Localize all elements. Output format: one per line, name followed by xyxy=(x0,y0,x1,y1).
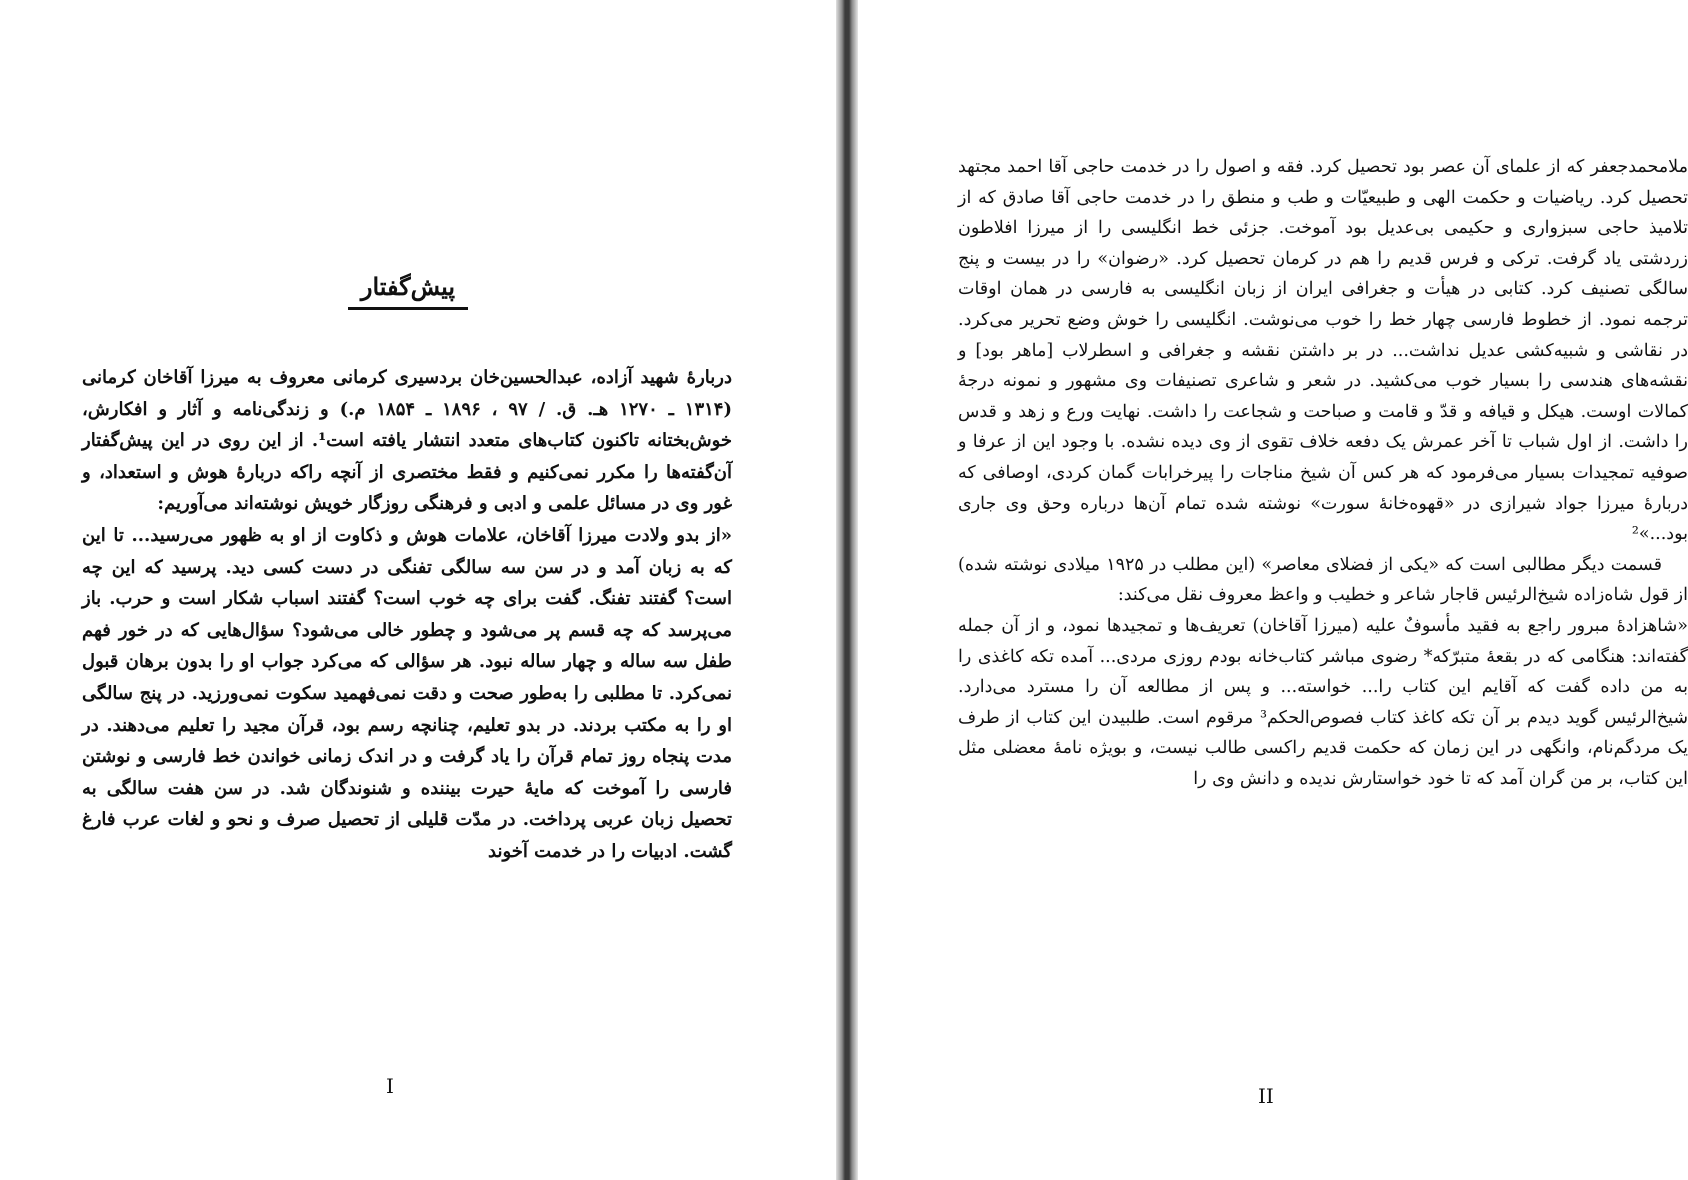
page-number: II xyxy=(1258,1084,1274,1108)
paragraph: دربارهٔ شهید آزاده، عبدالحسین‌خان بردسیری کرمانی معروف به میرزا آقاخان کرمانی (۱۳۱۴ ـ ۱۲۷۰ هـ. ق. / ۹۷ ، ۱۸۹۶ ـ ۱۸۵۴ م.) و زندگی‌نامه و آثار و افکارش، خوش‌بختانه تاکنون کتاب‌های متعدد انتشار یافته است¹. از این روی در این پیش‌گفتار آن‌گفته‌ها را مکرر نمی‌کنیم و فقط مختصری از آنچه راکه دربارهٔ هوش و استعداد، و غور وی در مسائل علمی و ادبی و فرهنگی روزگار خویش نوشته‌اند می‌آوریم: xyxy=(82,367,732,515)
paragraph: ملامحمدجعفر که از علمای آن عصر بود تحصیل کرد. فقه و اصول را در خدمت حاجی آقا احمد مجتهد تحصیل کرد. ریاضیات و حکمت الهی و طبیعیّات و طب و منطق را در خدمت حاجی آقا صادق که از تلامیذ حاجی سبزواری و حکیمی بی‌عدیل بود آموخت. جزئی خط انگلیسی را از میرزا افلاطون زردشتی یاد گرفت. ترکی و فرس قدیم را هم در کرمان تحصیل کرد. «رضوان» را در بیست و پنج سالگی تصنیف کرد. کتابی در هیأت و جغرافی ایران از زبان انگلیسی به فارسی در همان اوقات ترجمه نمود. از خطوط فارسی چهار خط را خوب می‌نوشت. انگلیسی را خوش وضع تحریر می‌کرد. در نقاشی و شبیه‌کشی عدیل نداشت... در بر داشتن نقشه و جغرافی و اسطرلاب [ماهر بود] و نقشه‌های هندسی را بسیار خوب می‌کشید. در شعر و شاعری تصنیفات وی مشهور و نمونه درجهٔ کمالات اوست. هیکل و قیافه و قدّ و قامت و صباحت و شجاعت را داشت. نهایت ورع و زهد و قدس را داشت. از اول شباب تا آخر عمرش یک دفعه خلاف تقوی از وی دیده نشده. با وجود این از عرفا و صوفیه تمجیدات بسیار می‌فرمود که هر کس آن شیخ مناجات را پیرخرابات گمان کردی، اوصافی که دربارهٔ میرزا جواد شیرازی در «قهوه‌خانهٔ سورت» نوشته شده تمام آن‌ها درباره وحق وی جاری بود...»² xyxy=(958,157,1688,545)
paragraph: «از بدو ولادت میرزا آقاخان، علامات هوش و ذکاوت از او به ظهور می‌رسید... تا این که به زبان آمد و در سن سه سالگی تفنگی در دست کسی دید. پرسید که این چه است؟ گفتند تفنگ. گفت برای چه خوب است؟ گفتند اسباب شکار است و حرب. باز می‌پرسد که چه قسم پر می‌شود و چطور خالی می‌شود؟ سؤال‌هایی که در خور فهم طفل سه ساله و چهار ساله نبود. هر سؤالی که می‌کرد جواب او را بدون برهان قبول نمی‌کرد. تا مطلبی را به‌طور صحت و دقت نمی‌فهمید سکوت نمی‌ورزید. در پنج سالگی او را به مکتب بردند. در بدو تعلیم، چنانچه رسم بود، قرآن مجید را تعلیم می‌دهند. در مدت پنجاه روز تمام قرآن را یاد گرفت و در اندک زمانی خواندن خط فارسی و نوشتن فارسی را آموخت که مایهٔ حیرت بیننده و شنوندگان شد. در سن هفت سالگی به تحصیل زبان عربی پرداخت. در مدّت قلیلی از تحصیل صرف و نحو و لغات عرب فارغ گشت. ادبیات را در خدمت آخوند xyxy=(82,524,732,862)
right-page-body xyxy=(958,152,1688,794)
paragraph: «شاهزادهٔ مبرور راجع به فقید مأسوفٌ علیه (میرزا آقاخان) تعریف‌ها و تمجیدها نمود، و از آن جمله گفته‌اند: هنگامی که در بقعهٔ متبرّکه* رضوی مباشر کتاب‌خانه بودم روزی مردی... آمده تکه کاغذی را به من داده گفت که آقایم این کتاب را... خواسته... و پس از مطالعه آن را مسترد می‌دارد. شیخ‌الرئیس گوید دیدم بر آن تکه کاغذ کتاب فصوص‌الحکم³ مرقوم است. طلبیدن این کتاب از طرف یک مردگم‌نام، وانگهی در این زمان که حکمت قدیم راکسی طالب نیست، و بویژه نامهٔ معضلی مثل این کتاب، بر من گران آمد که تا خود خواستارش ندیده و دانش وی را xyxy=(958,615,1688,789)
right-page xyxy=(858,0,1688,1180)
left-page-body xyxy=(82,362,732,868)
left-page xyxy=(0,0,836,1180)
page-number: I xyxy=(386,1074,394,1098)
page-title: پیش‌گفتار xyxy=(348,272,468,310)
book-spine xyxy=(836,0,858,1180)
paragraph: قسمت دیگر مطالبی است که «یکی از فضلای معاصر» (این مطلب در ۱۹۲۵ میلادی نوشته شده) از قول شاه‌زاده شیخ‌الرئیس قاجار شاعر و خطیب و واعظ معروف نقل می‌کند: xyxy=(958,554,1688,606)
